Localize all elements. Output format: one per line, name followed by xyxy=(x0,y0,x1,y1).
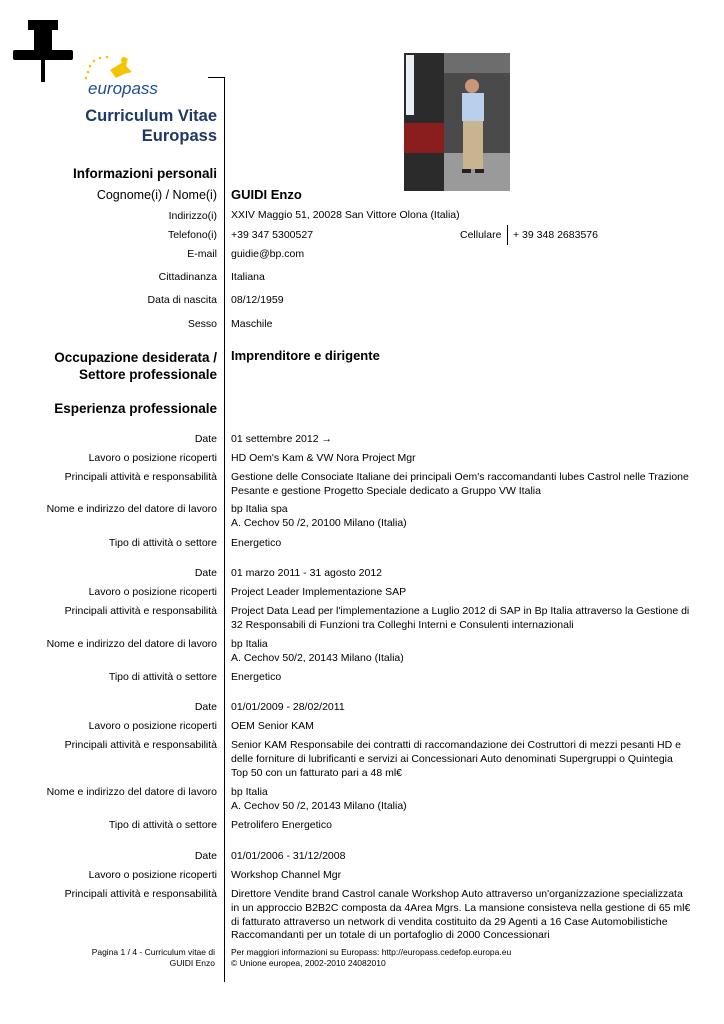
job-activities-label: Principali attività e responsabilità xyxy=(64,605,217,617)
sex-value: Maschile xyxy=(231,318,273,330)
section-personal-info: Informazioni personali xyxy=(72,166,217,181)
email-label: E-mail xyxy=(187,248,217,260)
section-experience: Esperienza professionale xyxy=(54,401,217,416)
europass-logo xyxy=(80,52,164,100)
mobile-divider xyxy=(507,225,508,245)
job-employer-label: Nome e indirizzo del datore di lavoro xyxy=(46,503,217,515)
job-activities: Project Data Lead per l'implementazione a Luglio 2012 di SAP in Bp Italia attraverso la Gestione di 32 Responsabili di Funzioni tra Colleghi Interni e Consulenti internazionali xyxy=(231,605,690,631)
job-date-label: Date xyxy=(194,433,217,445)
job-activities-label: Principali attività e responsabilità xyxy=(64,739,217,751)
job-role: Workshop Channel Mgr xyxy=(231,869,342,881)
phone-value: +39 347 5300527 xyxy=(231,229,314,241)
job-employer: bp Italia A. Cechov 50/2, 20143 Milano (Italia) xyxy=(231,638,404,664)
job-sector-label: Tipo di attività o settore xyxy=(108,671,217,683)
full-name: GUIDI Enzo xyxy=(231,187,302,202)
job-date: 01/01/2006 - 31/12/2008 xyxy=(231,850,346,862)
job-role: HD Oem's Kam & VW Nora Project Mgr xyxy=(231,452,416,464)
job-sector: Energetico xyxy=(231,537,282,549)
desired-occupation-label: Occupazione desiderata / Settore professionale xyxy=(54,350,217,382)
job-employer-label: Nome e indirizzo del datore di lavoro xyxy=(46,786,217,798)
birthdate-label: Data di nascita xyxy=(147,294,217,306)
job-role: Project Leader Implementazione SAP xyxy=(231,586,407,598)
footer-europass-info: Per maggiori informazioni su Europass: http://europass.cedefop.europa.eu © Unione europea, 2002-2010 24082010 xyxy=(231,947,512,968)
job-activities: Direttore Vendite brand Castrol canale Workshop Auto attraverso un'organizzazione specializzata in un approccio B2B2C composta da 4Area Mgrs. La mansione consisteva nella gestione di 65 ml€ di fatturato attraverso un network di vendita costituito da 29 Agenti a 16 Case Automobilistiche Raccomandanti per un totale di un portafoglio di 2000 Concessionari xyxy=(231,888,691,942)
citizenship-value: Italiana xyxy=(231,271,265,283)
job-sector: Energetico xyxy=(231,671,282,683)
job-date-label: Date xyxy=(194,850,217,862)
job-employer: bp Italia A. Cechov 50 /2, 20143 Milano (Italia) xyxy=(231,786,407,812)
divider-tick xyxy=(208,77,224,78)
address-label: Indirizzo(i) xyxy=(168,210,217,222)
job-employer: bp Italia spa A. Cechov 50 /2, 20100 Milano (Italia) xyxy=(231,503,407,529)
job-date-label: Date xyxy=(194,567,217,579)
job-date: 01 marzo 2011 - 31 agosto 2012 xyxy=(231,567,382,579)
sex-label: Sesso xyxy=(187,318,217,330)
cv-title: Curriculum Vitae Europass xyxy=(85,107,217,145)
birthdate-value: 08/12/1959 xyxy=(231,294,284,306)
job-sector-label: Tipo di attività o settore xyxy=(108,537,217,549)
footer-page-info: Pagina 1 / 4 - Curriculum vitae di GUIDI Enzo xyxy=(91,947,215,968)
profile-photo xyxy=(404,53,510,191)
desired-occupation-value: Imprenditore e dirigente xyxy=(231,348,380,363)
job-sector-label: Tipo di attività o settore xyxy=(108,819,217,831)
job-sector: Petrolifero Energetico xyxy=(231,819,332,831)
mobile-label: Cellulare xyxy=(460,229,502,241)
job-activities-label: Principali attività e responsabilità xyxy=(64,888,217,900)
citizenship-label: Cittadinanza xyxy=(158,271,217,283)
job-employer-label: Nome e indirizzo del datore di lavoro xyxy=(46,638,217,650)
svg-text:europass: europass xyxy=(88,79,158,98)
phone-label: Telefono(i) xyxy=(167,229,217,241)
pushpin-icon xyxy=(12,18,74,84)
address-value: XXIV Maggio 51, 20028 San Vittore Olona (Italia) xyxy=(231,209,460,221)
job-role-label: Lavoro o posizione ricoperti xyxy=(88,869,217,881)
job-activities-label: Principali attività e responsabilità xyxy=(64,471,217,483)
name-label: Cognome(i) / Nome(i) xyxy=(96,188,217,202)
job-date: 01/01/2009 - 28/02/2011 xyxy=(231,701,345,713)
job-date: 01 settembre 2012 → xyxy=(231,433,332,445)
job-role-label: Lavoro o posizione ricoperti xyxy=(88,586,217,598)
job-activities: Gestione delle Consociate Italiane dei principali Oem's raccomandanti lubes Castrol nelle Trazione Pesante e gestione Progetto Speciale dedicato a Gruppo VW Italia xyxy=(231,471,689,497)
job-activities: Senior KAM Responsabile dei contratti di raccomandazione dei Costruttori di mezzi pesanti HD e delle forniture di lubrificanti e servizi ai Concessionari Auto denominati Supergruppi o Quintegia Top 50 con un fatturato pari a 48 ml€ xyxy=(231,739,681,779)
email-value[interactable]: guidie@bp.com xyxy=(231,248,305,260)
column-divider xyxy=(224,77,225,982)
job-role: OEM Senior KAM xyxy=(231,720,314,732)
job-role-label: Lavoro o posizione ricoperti xyxy=(88,720,217,732)
job-date-label: Date xyxy=(194,701,217,713)
mobile-value: + 39 348 2683576 xyxy=(513,229,598,241)
job-role-label: Lavoro o posizione ricoperti xyxy=(88,452,217,464)
